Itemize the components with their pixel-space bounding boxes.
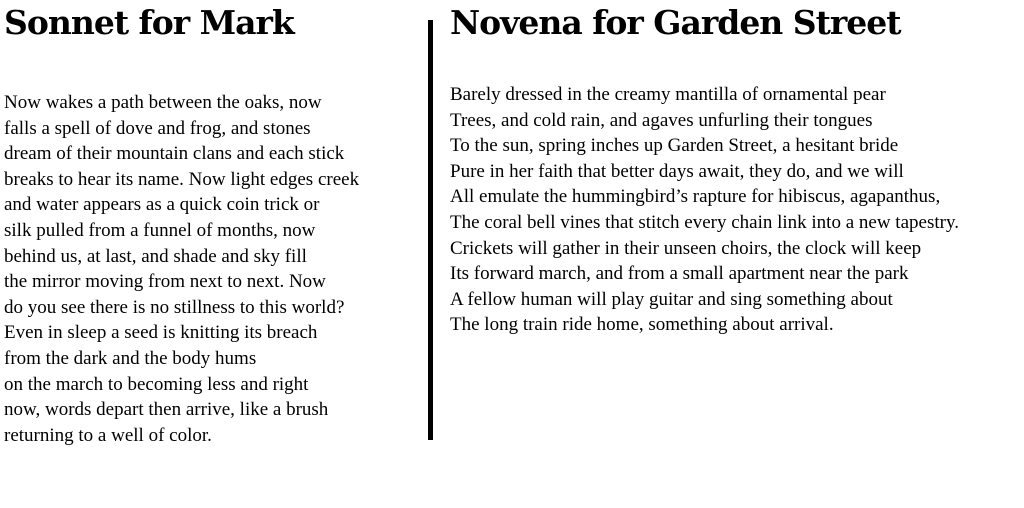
poem-line: To the sun, spring inches up Garden Street, a hesitant bride bbox=[450, 135, 899, 157]
poem-line: now, words depart then arrive, like a brush bbox=[4, 399, 329, 421]
poem-line: silk pulled from a funnel of months, now bbox=[4, 219, 316, 241]
left-poem-column bbox=[4, 0, 424, 448]
poem-line: the mirror moving from next to next. Now bbox=[4, 271, 326, 293]
poem-line: behind us, at last, and shade and sky fill bbox=[4, 245, 307, 267]
poem-line: breaks to hear its name. Now light edges creek bbox=[4, 168, 360, 190]
poem-body-sonnet-for-mark bbox=[4, 90, 424, 448]
poem-line: Pure in her faith that better days await, they do, and we will bbox=[450, 160, 904, 182]
poem-line: All emulate the hummingbird’s rapture for hibiscus, agapanthus, bbox=[450, 186, 941, 208]
right-poem-column bbox=[450, 0, 1020, 338]
poem-line: Barely dressed in the creamy mantilla of ornamental pear bbox=[450, 84, 886, 105]
poem-line: do you see there is no stillness to this world? bbox=[4, 296, 345, 318]
poem-line: Now wakes a path between the oaks, now bbox=[4, 92, 322, 113]
poem-title-novena-for-garden-street: Novena for Garden Street bbox=[450, 3, 901, 42]
poem-line: falls a spell of dove and frog, and stones bbox=[4, 117, 311, 139]
poem-line: The long train ride home, something about arrival. bbox=[450, 314, 834, 336]
poem-line: The coral bell vines that stitch every chain link into a new tapestry. bbox=[450, 211, 959, 233]
poem-line: A fellow human will play guitar and sing something about bbox=[450, 288, 893, 310]
poem-line: Its forward march, and from a small apartment near the park bbox=[450, 263, 909, 285]
poem-title-sonnet-for-mark: Sonnet for Mark bbox=[4, 3, 294, 42]
poem-line: Trees, and cold rain, and agaves unfurling their tongues bbox=[450, 109, 873, 131]
poem-line: Crickets will gather in their unseen choirs, the clock will keep bbox=[450, 237, 922, 259]
poem-line: dream of their mountain clans and each stick bbox=[4, 143, 345, 165]
poem-line: Even in sleep a seed is knitting its breach bbox=[4, 322, 318, 344]
poem-line: from the dark and the body hums bbox=[4, 347, 257, 369]
poem-body-novena-for-garden-street bbox=[450, 82, 1020, 338]
vertical-divider bbox=[428, 20, 433, 440]
poem-line: and water appears as a quick coin trick or bbox=[4, 194, 320, 216]
poem-line: on the march to becoming less and right bbox=[4, 373, 309, 395]
poem-line: returning to a well of color. bbox=[4, 424, 212, 446]
